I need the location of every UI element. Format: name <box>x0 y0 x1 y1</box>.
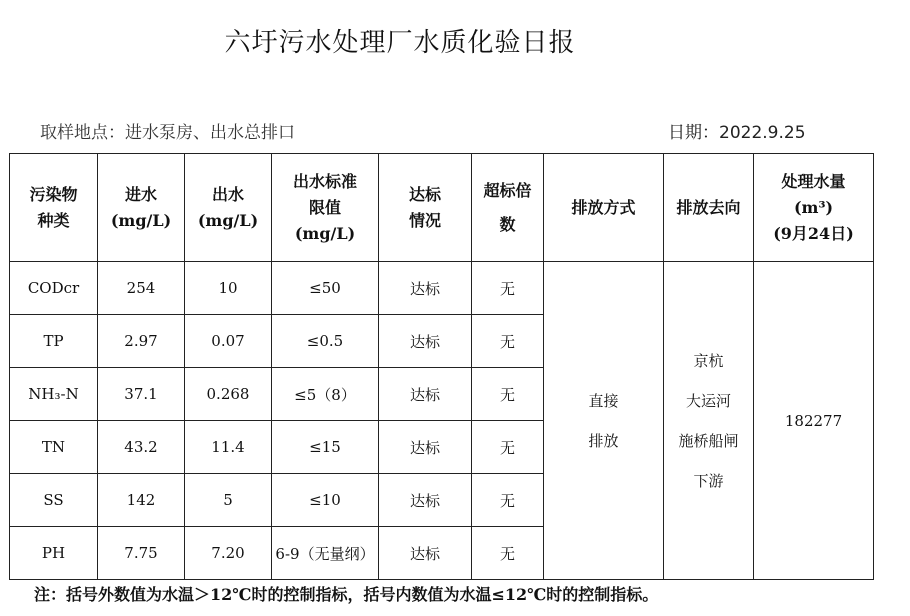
outflow-value: 0.268 <box>185 368 272 421</box>
table-row <box>10 262 874 315</box>
header-discharge-method: 排放方式 <box>544 154 664 262</box>
inflow-value: 142 <box>98 474 185 527</box>
outflow-value: 7.20 <box>185 527 272 580</box>
header-exceed: 超标倍 数 <box>472 154 544 262</box>
pollutant-name: PH <box>10 527 98 580</box>
exceed-value: 无 <box>472 474 544 527</box>
compliance-status: 达标 <box>379 474 472 527</box>
inflow-value: 37.1 <box>98 368 185 421</box>
limit-value: 6-9（无量纲） <box>272 527 379 580</box>
compliance-status: 达标 <box>379 368 472 421</box>
header-volume: 处理水量 (m³) (9月24日) <box>754 154 874 262</box>
exceed-value: 无 <box>472 527 544 580</box>
outflow-value: 0.07 <box>185 315 272 368</box>
compliance-status: 达标 <box>379 527 472 580</box>
discharge-method-cell: 直接 排放 <box>544 262 664 580</box>
exceed-value: 无 <box>472 368 544 421</box>
pollutant-name: CODcr <box>10 262 98 315</box>
outflow-value: 5 <box>185 474 272 527</box>
pollutant-name: SS <box>10 474 98 527</box>
compliance-status: 达标 <box>379 315 472 368</box>
header-outflow: 出水 (mg/L) <box>185 154 272 262</box>
limit-value: ≤15 <box>272 421 379 474</box>
exceed-value: 无 <box>472 421 544 474</box>
inflow-value: 43.2 <box>98 421 185 474</box>
inflow-value: 254 <box>98 262 185 315</box>
water-quality-table <box>9 153 874 580</box>
header-compliance: 达标 情况 <box>379 154 472 262</box>
pollutant-name: TP <box>10 315 98 368</box>
treated-volume: 182277 <box>754 262 874 580</box>
limit-value: ≤0.5 <box>272 315 379 368</box>
discharge-direction-cell: 京杭 大运河 施桥船闸 下游 <box>664 262 754 580</box>
header-discharge-direction: 排放去向 <box>664 154 754 262</box>
header-inflow: 进水 (mg/L) <box>98 154 185 262</box>
header-pollutant: 污染物 种类 <box>10 154 98 262</box>
exceed-value: 无 <box>472 262 544 315</box>
outflow-value: 10 <box>185 262 272 315</box>
header-row <box>10 154 874 262</box>
compliance-status: 达标 <box>379 421 472 474</box>
exceed-value: 无 <box>472 315 544 368</box>
inflow-value: 7.75 <box>98 527 185 580</box>
limit-value: ≤5（8） <box>272 368 379 421</box>
sampling-location: 取样地点：进水泵房、出水总排口 <box>40 123 295 143</box>
report-date: 日期：2022.9.25 <box>668 123 806 143</box>
compliance-status: 达标 <box>379 262 472 315</box>
outflow-value: 11.4 <box>185 421 272 474</box>
pollutant-name: NH₃-N <box>10 368 98 421</box>
inflow-value: 2.97 <box>98 315 185 368</box>
pollutant-name: TN <box>10 421 98 474</box>
report-title: 六圩污水处理厂水质化验日报 <box>224 28 576 58</box>
limit-value: ≤50 <box>272 262 379 315</box>
header-limit: 出水标准 限值 (mg/L) <box>272 154 379 262</box>
limit-value: ≤10 <box>272 474 379 527</box>
footnote: 注：括号外数值为水温＞12℃时的控制指标，括号内数值为水温≤12℃时的控制指标。 <box>34 585 659 604</box>
